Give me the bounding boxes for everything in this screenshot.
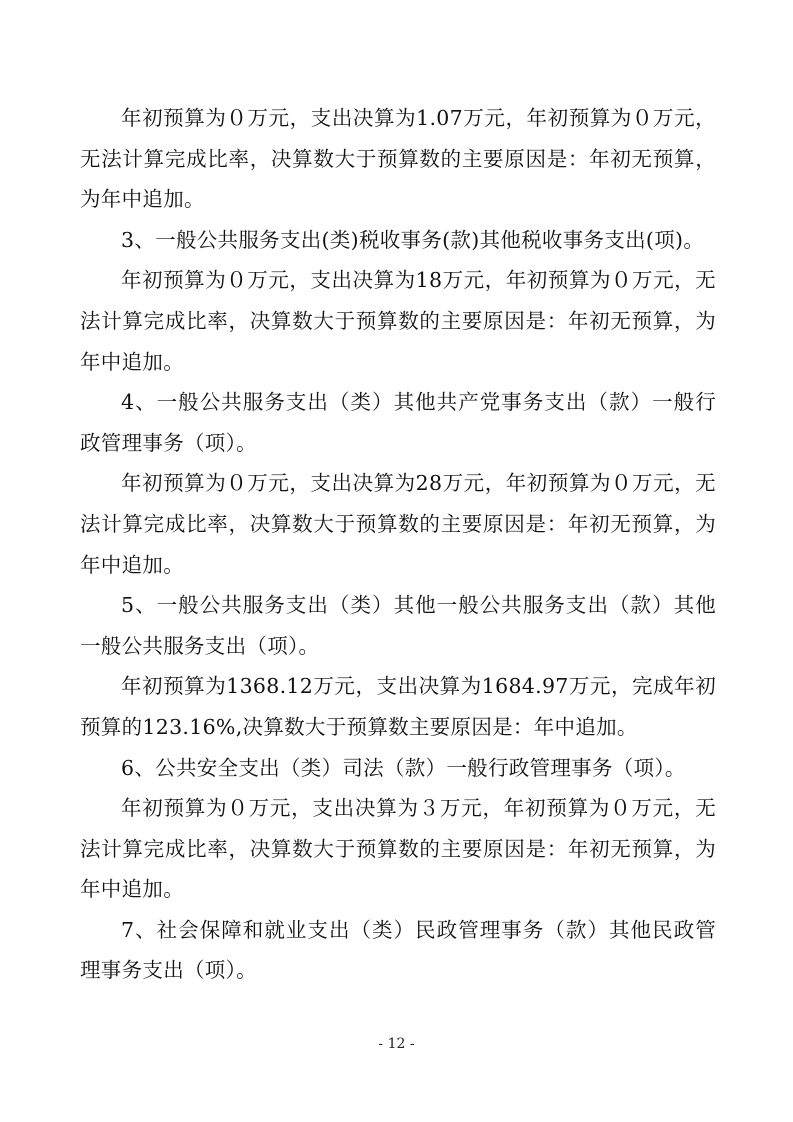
paragraph-budget-note-6: 年初预算为０万元，支出决算为３万元，年初预算为０万元，无法计算完成比率，决算数大于预算数的主要原因是：年初无预算，为年中追加。 [80,796,716,902]
paragraph-item-4-heading: 4、一般公共服务支出（类）其他共产党事务支出（款）一般行政管理事务（项）。 [80,390,716,455]
document-body [80,98,716,991]
paragraph-budget-note-1: 年初预算为０万元，支出决算为1.07万元，年初预算为０万元，无法计算完成比率，决算数大于预算数的主要原因是：年初无预算，为年中追加。 [80,106,716,212]
paragraph-item-3-heading: 3、一般公共服务支出(类)税收事务(款)其他税收事务支出(项)。 [121,227,705,252]
paragraph-budget-note-5: 年初预算为1368.12万元，支出决算为1684.97万元，完成年初预算的123.16%,决算数大于预算数主要原因是：年中追加。 [80,674,716,739]
paragraph-item-6-heading: 6、公共安全支出（类）司法（款）一般行政管理事务（项）。 [121,755,686,780]
paragraph-item-7-heading: 7、社会保障和就业支出（类）民政管理事务（款）其他民政管理事务支出（项）。 [80,917,716,983]
paragraph-budget-note-3: 年初预算为０万元，支出决算为18万元，年初预算为０万元，无法计算完成比率，决算数大于预算数的主要原因是：年初无预算，为年中追加。 [80,268,716,374]
paragraph-budget-note-4: 年初预算为０万元，支出决算为28万元，年初预算为０万元，无法计算完成比率，决算数大于预算数的主要原因是：年初无预算，为年中追加。 [80,471,716,577]
paragraph-item-5-heading: 5、一般公共服务支出（类）其他一般公共服务支出（款）其他一般公共服务支出（项）。 [80,593,716,658]
page-number: - 12 - [378,1036,415,1052]
